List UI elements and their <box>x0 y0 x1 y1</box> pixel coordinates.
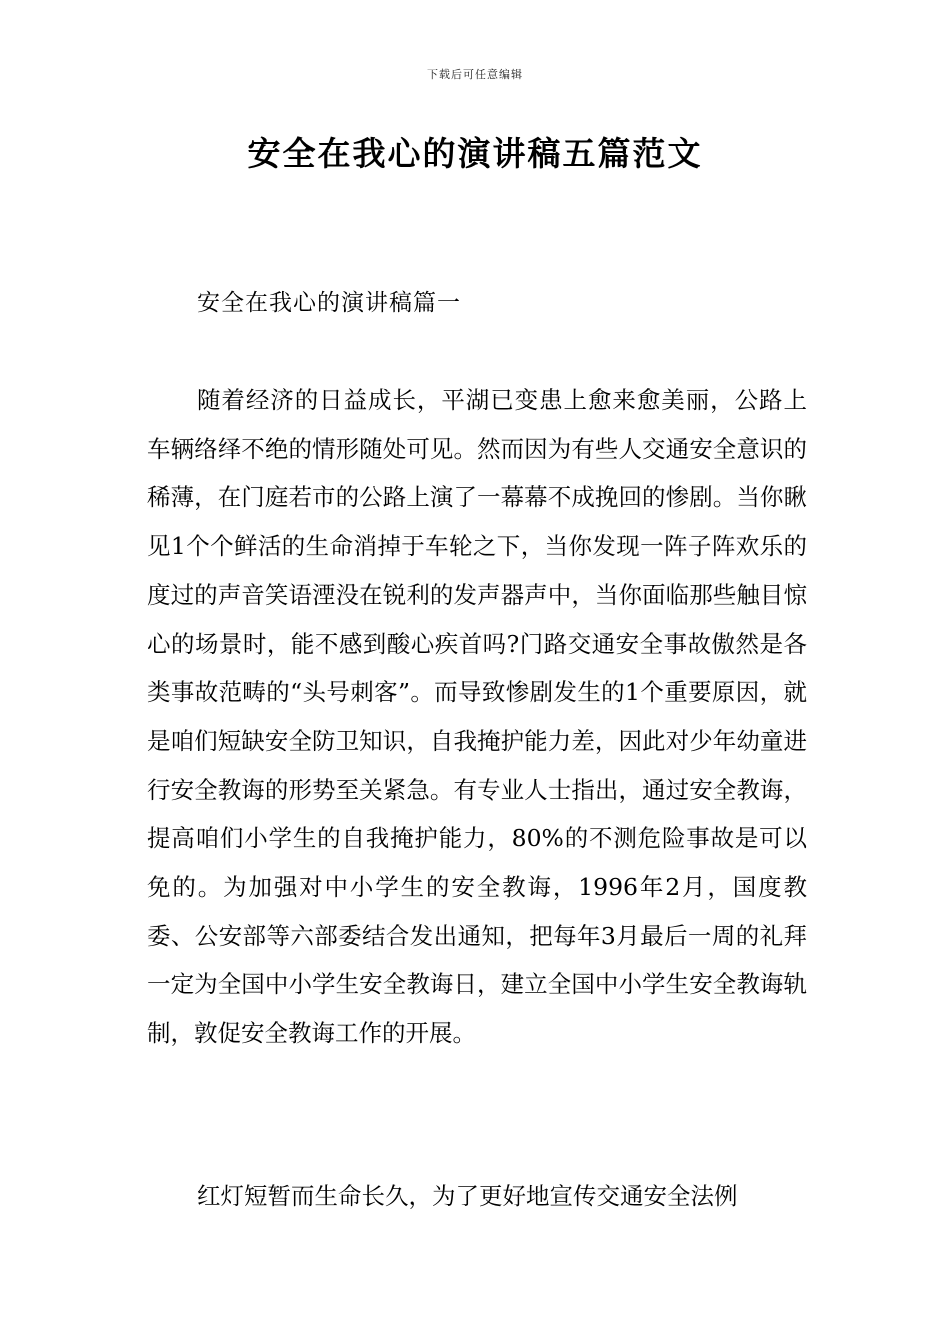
document-title: 安全在我心的演讲稿五篇范文 <box>247 134 703 173</box>
body-paragraph: 随着经济的日益成长，平湖已变患上愈来愈美丽，公路上车辆络绎不绝的情形随处可见。然而因为有些人交通安全意识的稀薄，在门庭若市的公路上演了一幕幕不成挽回的惨剧。当你瞅见1个个鲜活的生命消掉于车轮之下，当你发现一阵子阵欢乐的度过的声音笑语湮没在锐利的发声器声中，当你面临那些触目惊心的场景时，能不感到酸心疾首吗?门路交通安全事故傲然是各类事故范畴的“头号刺客”。而导致惨剧发生的1个重要原因，就是咱们短缺安全防卫知识，自我掩护能力差，因此对少年幼童进行安全教诲的形势至关紧急。有专业人士指出，通过安全教诲，提高咱们小学生的自我掩护能力，80%的不测危险事故是可以免的。为加强对中小学生的安全教诲，1996年2月，国度教委、公安部等六部委结合发出通知，把每年3月最后一周的礼拜一定为全国中小学生安全教诲日，建立全国中小学生安全教诲轨制，敦促安全教诲工作的开展。 <box>147 386 807 1048</box>
header-note: 下载后可任意编辑 <box>427 68 523 81</box>
section-heading: 安全在我心的演讲稿篇一 <box>197 290 461 316</box>
body-paragraph: 红灯短暂而生命长久，为了更好地宣传交通安全法例 <box>197 1182 738 1210</box>
